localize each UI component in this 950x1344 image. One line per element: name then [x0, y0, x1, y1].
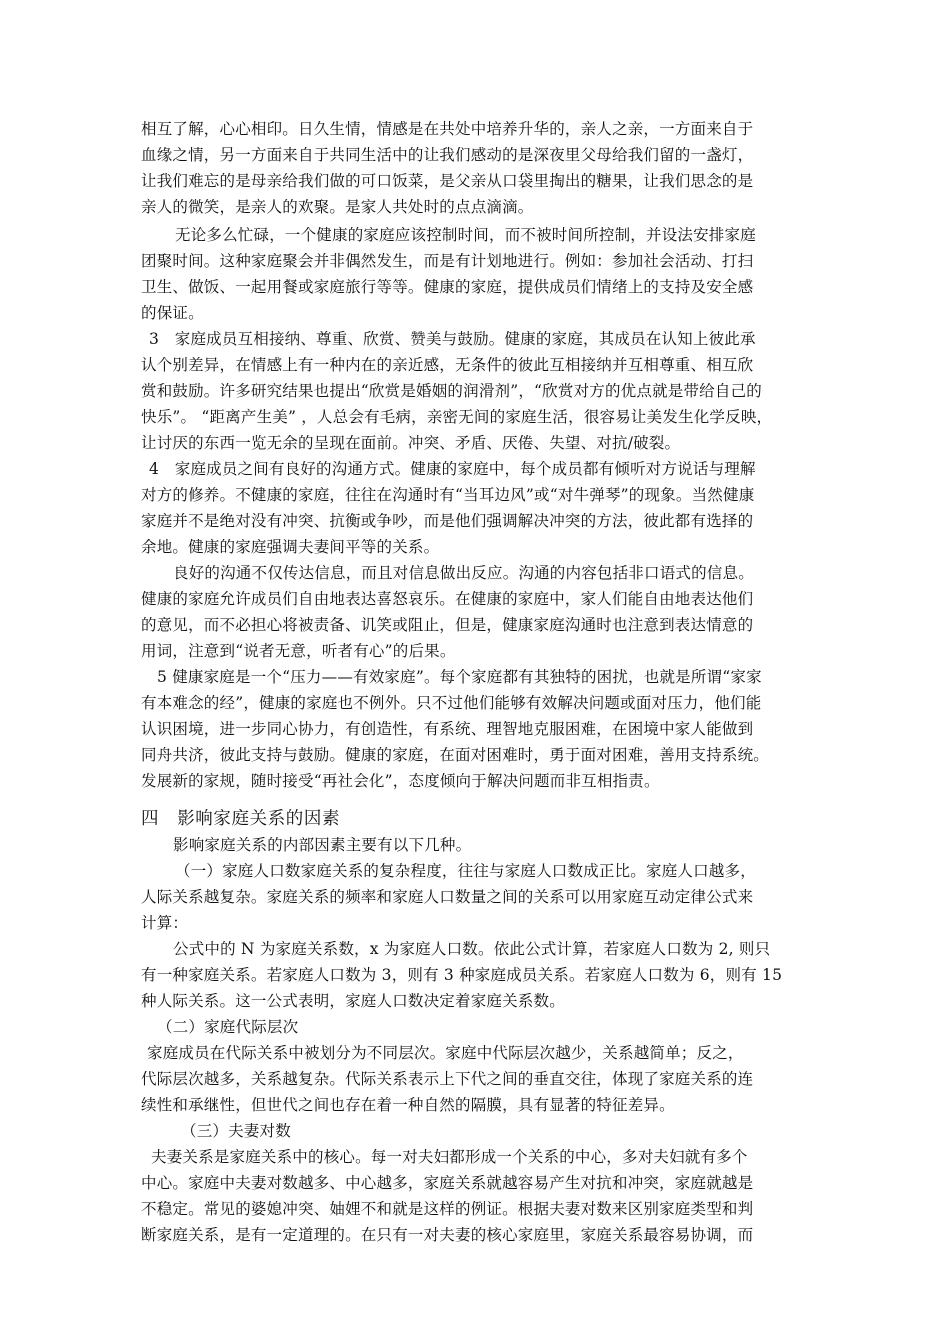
text-line: 同舟共济，彼此支持与鼓励。健康的家庭，在面对困难时，勇于面对困难，善用支持系统。 — [141, 746, 770, 764]
text-line: 良好的沟通不仅传达信息，而且对信息做出反应。沟通的内容包括非口语式的信息。 — [173, 564, 754, 582]
text-line: 5 健康家庭是一个“压力——有效家庭”。每个家庭都有其独特的困扰，也就是所谓“家家 — [157, 668, 762, 686]
text-line: 3 家庭成员互相接纳、尊重、欣赏、赞美与鼓励。健康的家庭，其成员在认知上彼此承 — [149, 330, 756, 348]
text-line: 种人际关系。这一公式表明，家庭人口数决定着家庭关系数。 — [141, 992, 565, 1010]
text-line: 影响家庭关系的内部因素主要有以下几种。 — [173, 836, 472, 854]
text-line: 血缘之情，另一方面来自于共同生活中的让我们感动的是深夜里父母给我们留的一盏灯， — [141, 146, 754, 164]
text-line: 亲人的微笑，是亲人的欢聚。是家人共处时的点点滴滴。 — [141, 198, 534, 216]
text-line: 中心。家庭中夫妻对数越多、中心越多，家庭关系就越容易产生对抗和冲突，家庭就越是 — [141, 1174, 754, 1192]
text-line: 团聚时间。这种家庭聚会并非偶然发生，而是有计划地进行。例如：参加社会活动、打扫 — [141, 252, 754, 270]
text-line: 的意见，而不必担心将被责备、讥笑或阻止，但是，健康家庭沟通时也注意到表达情意的 — [141, 616, 754, 634]
text-line: 计算： — [141, 914, 189, 932]
text-line: 不稳定。常见的婆媳冲突、妯娌不和就是这样的例证。根据夫妻对数来区别家庭类型和判 — [141, 1200, 754, 1218]
text-line: 相互了解，心心相印。日久生情，情感是在共处中培养升华的，亲人之亲，一方面来自于 — [141, 120, 754, 138]
text-line: 的保证。 — [141, 304, 204, 322]
text-line: 认识困境，进一步同心协力，有创造性，有系统、理智地克服困难，在困境中家人能做到 — [141, 720, 754, 738]
text-line: （三）夫妻对数 — [181, 1122, 291, 1140]
text-line: 让我们难忘的是母亲给我们做的可口饭菜，是父亲从口袋里掏出的糖果，让我们思念的是 — [141, 172, 754, 190]
text-line: 公式中的 N 为家庭关系数，x 为家庭人口数。依此公式计算，若家庭人口数为 2, 则只 — [173, 940, 771, 958]
text-line: 有本难念的经”，健康的家庭也不例外。只不过他们能够有效解决问题或面对压力，他们能 — [141, 694, 762, 712]
text-line: 发展新的家规，随时接受“再社会化”，态度倾向于解决问题而非互相指责。 — [141, 772, 660, 790]
text-line: 家庭并不是绝对没有冲突、抗衡或争吵，而是他们强调解决冲突的方法，彼此都有选择的 — [141, 512, 754, 530]
text-line: 卫生、做饭、一起用餐或家庭旅行等等。健康的家庭，提供成员们情绪上的支持及安全感 — [141, 278, 754, 296]
text-line: 有一种家庭关系。若家庭人口数为 3，则有 3 种家庭成员关系。若家庭人口数为 6，则有 15 — [141, 966, 783, 984]
text-line: （二）家庭代际层次 — [157, 1018, 299, 1036]
text-line: 认个别差异，在情感上有一种内在的亲近感，无条件的彼此互相接纳并互相尊重、相互欣 — [141, 356, 754, 374]
text-line: 对方的修养。不健康的家庭，往往在沟通时有“当耳边风”或“对牛弹琴”的现象。当然健康 — [141, 486, 755, 504]
text-line: 夫妻关系是家庭关系中的核心。每一对夫妇都形成一个关系的中心，多对夫妇就有多个 — [151, 1148, 748, 1166]
text-line: 续性和承继性，但世代之间也存在着一种自然的隔膜，具有显著的特征差异。 — [141, 1096, 675, 1114]
text-line: 赏和鼓励。许多研究结果也提出“欣赏是婚姻的润滑剂”，“欣赏对方的优点就是带给自己的 — [141, 382, 762, 400]
text-line: 代际层次越多，关系越复杂。代际关系表示上下代之间的垂直交往，体现了家庭关系的连 — [141, 1070, 754, 1088]
text-line: 家庭成员在代际关系中被划分为不同层次。家庭中代际层次越少，关系越简单；反之， — [147, 1044, 744, 1062]
text-line: 无论多么忙碌，一个健康的家庭应该控制时间，而不被时间所控制，并设法安排家庭 — [175, 226, 756, 244]
text-line: 断家庭关系，是有一定道理的。在只有一对夫妻的核心家庭里，家庭关系最容易协调，而 — [141, 1226, 754, 1244]
text-line: 健康的家庭允许成员们自由地表达喜怒哀乐。在健康的家庭中，家人们能自由地表达他们 — [141, 590, 754, 608]
text-line: 快乐”。 “距离产生美” ，人总会有毛病，亲密无间的家庭生活，很容易让美发生化学反映， — [141, 408, 773, 426]
text-line: 让讨厌的东西一览无余的呈现在面前。冲突、矛盾、厌倦、失望、对抗/破裂。 — [141, 434, 681, 452]
text-line: 人际关系越复杂。家庭关系的频率和家庭人口数量之间的关系可以用家庭互动定律公式来 — [141, 888, 754, 906]
text-line: 4 家庭成员之间有良好的沟通方式。健康的家庭中，每个成员都有倾听对方说话与理解 — [149, 460, 756, 478]
text-line: 用词，注意到“说者无意，听者有心”的后果。 — [141, 642, 456, 660]
text-line: 余地。健康的家庭强调夫妻间平等的关系。 — [141, 538, 440, 556]
text-line: （一）家庭人口数家庭关系的复杂程度，往往与家庭人口数成正比。家庭人口越多， — [175, 862, 756, 880]
section-heading: 四 影响家庭关系的因素 — [141, 809, 341, 829]
